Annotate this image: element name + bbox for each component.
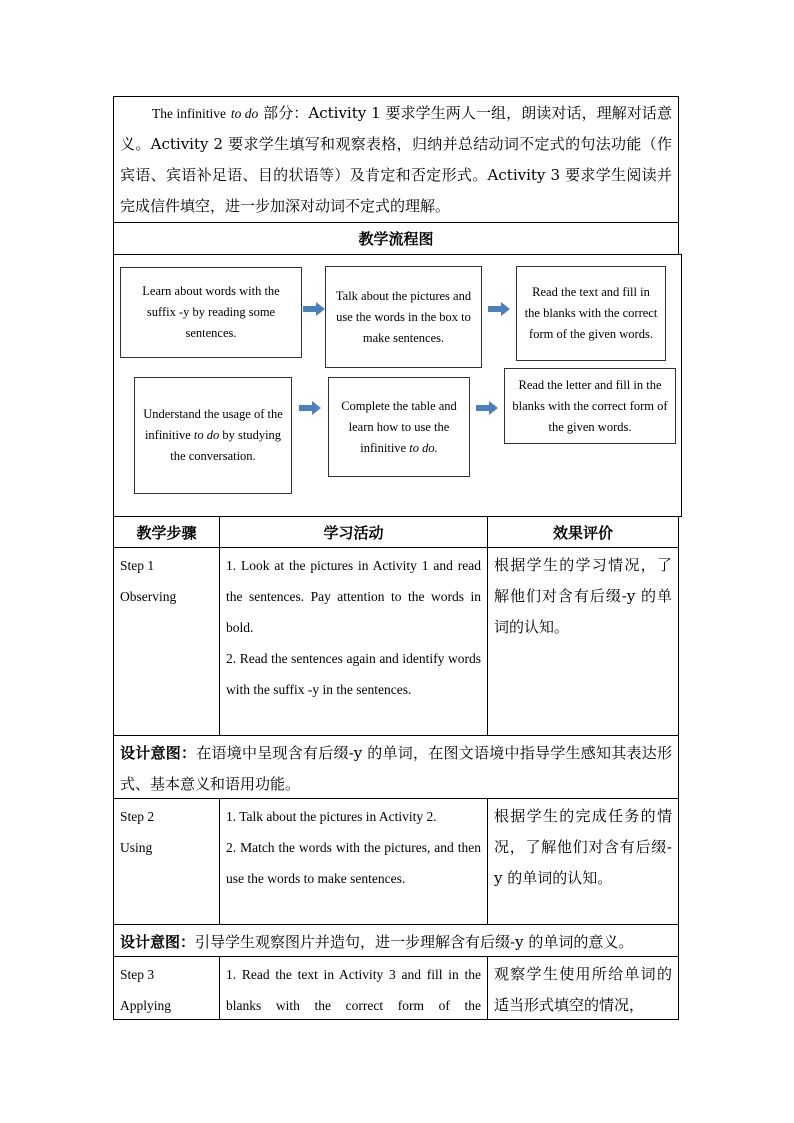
step1-activity-1: 1. Look at the pictures in Activity 1 and read the sentences. Pay attention to the words in bold. [226,558,481,635]
step2-label: Step 2 [120,809,155,824]
step1-activity [219,547,488,736]
step3-name: Applying [120,998,172,1013]
flow-title: 教学流程图 [113,222,679,255]
step1-activity-2: 2. Read the sentences again and identify words with the suffix -y in the sentences. [226,651,481,697]
design-intent-2 [113,924,679,957]
flow-box-5-text: Complete the table and learn how to use the infinitive to do. [341,398,457,455]
arrow-right-icon [299,401,321,415]
step3-cell [113,956,220,1020]
step1-eval [487,547,679,736]
flow-box-6: Read the letter and fill in the blanks with the correct form of the given words. [504,368,676,444]
arrow-right-icon [303,302,325,316]
header-activity: 学习活动 [219,516,488,548]
step2-activity [219,798,488,925]
intro-paragraph: The infinitive to do 部分：Activity 1 要求学生两人一组，朗读对话，理解对话意义。Activity 2 要求学生填写和观察表格，归纳并总结动词不定式的句法功能（作宾语、宾语补足语、目的状语等）及肯定和否定形式。Activity 3 要求学生阅读并完成信件填空，进一步加深对动词不定式的理解。 [120,104,672,215]
design-intent-1-label: 设计意图： [120,744,197,762]
step3-eval-text: 观察学生使用所给单词的适当形式填空的情况， [494,965,672,1014]
design-intent-2-label: 设计意图： [120,933,196,951]
step3-label: Step 3 [120,967,155,982]
flow-box-3: Read the text and fill in the blanks with the correct form of the given words. [516,266,666,361]
design-intent-1 [113,735,679,799]
flow-box-4-text: Understand the usage of the infinitive to do by studying the conversation. [143,407,283,463]
arrow-right-icon [488,302,510,316]
step2-cell [113,798,220,925]
step1-label: Step 1 [120,558,155,573]
step1-name: Observing [120,589,177,604]
step2-activity-2: 2. Match the words with the pictures, and then use the words to make sentences. [226,840,481,886]
step3-activity [219,956,488,1020]
header-eval: 效果评价 [487,516,679,548]
flow-box-5 [328,377,470,477]
intro-cell [113,96,679,223]
flow-box-2: Talk about the pictures and use the words in the box to make sentences. [325,266,482,368]
header-step: 教学步骤 [113,516,220,548]
step2-eval-text: 根据学生的完成任务的情况，了解他们对含有后缀-y 的单词的认知。 [494,807,672,887]
step2-name: Using [120,840,153,855]
step2-activity-1: 1. Talk about the pictures in Activity 2. [226,809,437,824]
arrow-right-icon [476,401,498,415]
flow-box-4 [134,377,292,494]
step1-eval-text: 根据学生的学习情况，了解他们对含有后缀-y 的单词的认知。 [494,556,672,636]
design-intent-1-text: 在语境中呈现含有后缀-y 的单词，在图文语境中指导学生感知其表达形式、基本意义和语用功能。 [120,744,672,793]
step3-eval [487,956,679,1020]
step2-eval [487,798,679,925]
design-intent-2-text: 引导学生观察图片并造句，进一步理解含有后缀-y 的单词的意义。 [195,933,634,951]
step3-activity-1: 1. Read the text in Activity 3 and fill in the blanks with the correct form of the [226,967,481,1013]
flow-box-1: Learn about words with the suffix -y by reading some sentences. [120,267,302,358]
step1-cell [113,547,220,736]
